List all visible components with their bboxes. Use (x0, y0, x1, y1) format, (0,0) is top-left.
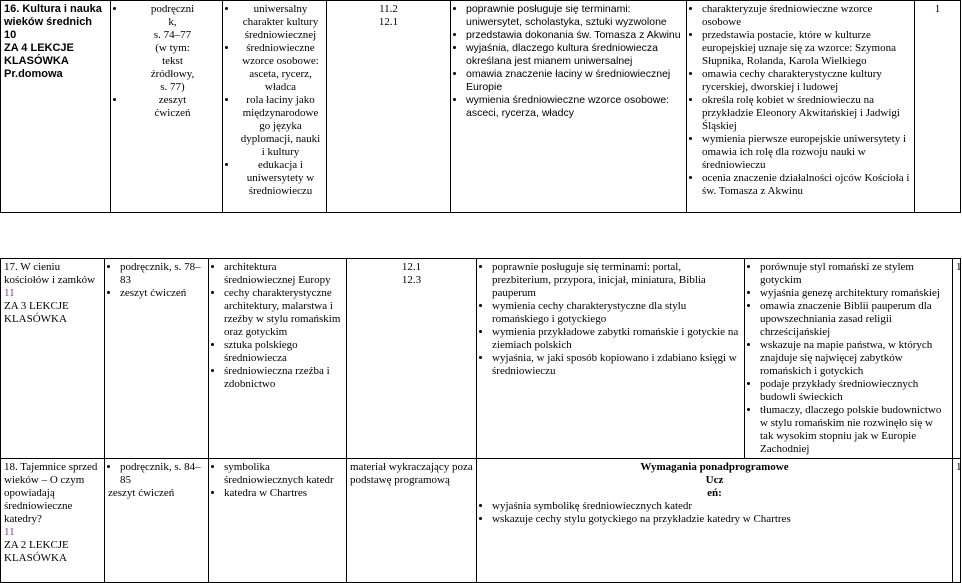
materials-cell (111, 1, 223, 213)
material-item: zeszyt ćwiczeń (108, 487, 175, 499)
standards: materiał wykraczający poza podstawę programową (350, 461, 473, 486)
extra-req-cell (477, 459, 953, 583)
extended-req-item: • przedstawia postacie, które w kulturze europejskiej uznaje się za wzorce: Szymona Słupnika, Rolanda, Karola Wielkiego (702, 29, 911, 68)
content-item: • cechy charakterystyczne architektury, malarstwa i rzeźby w stylu romańskim oraz gotyckim (224, 287, 343, 339)
material-item: • podręcznik, s. 78–83 (120, 261, 205, 287)
content-item: • rola łaciny jako międzynarodowe go języka dyplomacji, nauki i kultury (238, 94, 323, 159)
extended-req-item: • porównuje styl romański ze stylem gotyckim (760, 261, 949, 287)
content-item: • edukacja i uniwersytety w średniowieczu (238, 159, 323, 198)
basic-req-item: • wymienia cechy charakterystyczne dla stylu romańskiego i gotyckiego (492, 300, 741, 326)
content-item: • średniowieczna rzeźba i zdobnictwo (224, 365, 343, 391)
content-cell (209, 459, 347, 583)
basic-req-item: • omawia znaczenie łaciny w średniowiecznej Europie (466, 68, 683, 94)
extended-req-item: • omawia cechy charakterystyczne kultury rycerskiej, dworskiej i ludowej (702, 68, 911, 94)
extended-req-item: • wskazuje na mapie państwa, w których znajduje się najwięcej zabytków romańskich i gotyckich (760, 339, 949, 378)
lesson-table-bottom (0, 258, 961, 583)
content-item: • architektura średniowiecznej Europy (224, 261, 343, 287)
material-item: • podręczni k, s. 74–77 (w tym: tekst źródłowy, s. 77) (126, 3, 219, 94)
extended-req-item: • wymienia pierwsze europejskie uniwersytety i omawia ich rolę dla rozwoju nauki w średniowieczu (702, 133, 911, 172)
content-item: • sztuka polskiego średniowiecza (224, 339, 343, 365)
basic-req-item: • wyjaśnia, dlaczego kultura średniowiecza określana jest mianem uniwersalnej (466, 42, 683, 68)
extended-req-item: • ocenia znaczenie działalności ojców Kościoła i św. Tomasza z Akwinu (702, 172, 911, 198)
materials-cell (105, 259, 209, 459)
standards-cell (347, 459, 477, 583)
basic-req-cell (477, 259, 745, 459)
content-cell (209, 259, 347, 459)
extended-req-item: • wyjaśnia genezę architektury romańskiej (760, 287, 949, 300)
content-item: • uniwersalny charakter kultury średniowiecznej (238, 3, 323, 42)
class-note: ZA 4 LEKCJE (4, 42, 74, 54)
material-item: • zeszyt ćwiczeń (120, 287, 205, 300)
homework-note: KLASÓWKA Pr.domowa (4, 55, 69, 80)
topic-title: 16. Kultura i nauka wieków średnich (4, 3, 102, 28)
count-cell (953, 459, 961, 583)
count-cell (915, 1, 961, 213)
topic-title: 18. Tajemnice sprzed wieków – O czym opowiadają średniowieczne katedry? (4, 461, 98, 525)
extra-req-item: • wskazuje cechy stylu gotyckiego na przykładzie katedry w Chartres (492, 513, 949, 526)
count: 1 (956, 461, 962, 473)
topic-cell (1, 259, 105, 459)
count: 1 (956, 261, 962, 273)
hours: 10 (4, 29, 17, 41)
standards: 12.1 12.3 (401, 261, 422, 286)
count-cell (953, 259, 961, 459)
extended-req-item: • określa rolę kobiet w średniowieczu na przykładzie Eleonory Akwitańskiej i Jadwigi Śląskiej (702, 94, 911, 133)
basic-req-item: • wymienia średniowieczne wzorce osobowe: asceci, rycerza, władcy (466, 94, 683, 120)
standards-cell (327, 1, 451, 213)
basic-req-item: • wyjaśnia, w jaki sposób kopiowano i zdabiano księgi w średniowieczu (492, 352, 741, 378)
extended-req-item: • charakteryzuje średniowieczne wzorce osobowe (702, 3, 911, 29)
count: 1 (934, 3, 941, 15)
content-item: • katedra w Chartres (224, 487, 343, 500)
content-item: • średniowieczne wzorce osobowe: asceta, rycerz, władca (238, 42, 323, 94)
homework-note: KLASÓWKA (4, 313, 67, 325)
homework-note: KLASÓWKA (4, 552, 67, 564)
extended-req-cell (687, 1, 915, 213)
materials-cell (105, 459, 209, 583)
basic-req-item: • poprawnie posługuje się terminami: uniwersytet, scholastyka, sztuki wyzwolone (466, 3, 683, 29)
lesson-table-top (0, 0, 961, 213)
extended-req-item: • podaje przykłady średniowiecznych budowli świeckich (760, 378, 949, 404)
extended-req-cell (745, 259, 953, 459)
extended-req-item: • tłumaczy, dlaczego polskie budownictwo w stylu romańskim nie rozwinęło się w tak wysokim stopniu jak w Europie Zachodniej (760, 404, 949, 456)
content-item: • symbolika średniowiecznych katedr (224, 461, 343, 487)
req-title: Wymagania ponadprogramowe (640, 461, 789, 473)
material-item: • podręcznik, s. 84–85 (120, 461, 205, 487)
class-note: ZA 2 LEKCJE (4, 539, 69, 551)
basic-req-cell (451, 1, 687, 213)
class-note: ZA 3 LEKCJE (4, 300, 69, 312)
req-sub2: eń: (707, 487, 722, 499)
req-sub1: Ucz (705, 474, 724, 486)
basic-req-item: • przedstawia dokonania św. Tomasza z Akwinu (466, 29, 683, 42)
material-item: • zeszyt ćwiczeń (126, 94, 219, 120)
content-cell (223, 1, 327, 213)
topic-title: 17. W cieniu kościołów i zamków (4, 261, 96, 286)
extended-req-item: • omawia znaczenie Biblii pauperum dla upowszechniania zasad religii chrześcijańskiej (760, 300, 949, 339)
topic-cell (1, 1, 111, 213)
extra-req-item: • wyjaśnia symbolikę średniowiecznych katedr (492, 500, 949, 513)
topic-cell (1, 459, 105, 583)
standards: 11.2 12.1 (378, 3, 399, 28)
basic-req-item: • wymienia przykładowe zabytki romańskie i gotyckie na ziemiach polskich (492, 326, 741, 352)
standards-cell (347, 259, 477, 459)
hours: 11 (4, 287, 15, 299)
hours: 11 (4, 526, 15, 538)
basic-req-item: • poprawnie posługuje się terminami: portal, prezbiterium, przypora, inicjał, miniatura, Biblia pauperum (492, 261, 741, 300)
